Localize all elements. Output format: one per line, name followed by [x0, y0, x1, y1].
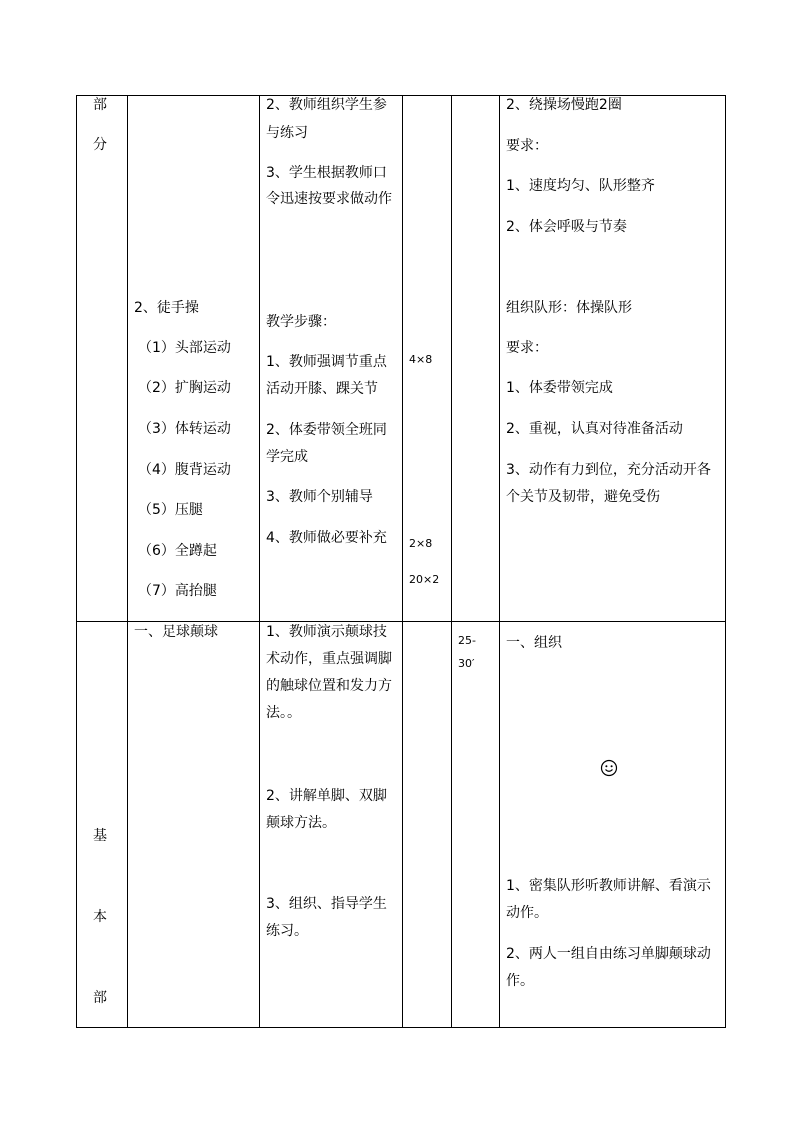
section-label-char: 部	[93, 97, 107, 113]
table-top-border	[76, 95, 726, 96]
teacher-text: 4、教师做必要补充	[266, 530, 387, 546]
section-label-char: 部	[93, 990, 107, 1006]
org-text: 组织队形：体操队形	[506, 300, 632, 316]
org-text: 作。	[506, 973, 534, 989]
time-value: 30′	[458, 657, 475, 670]
amount-value: 20×2	[409, 573, 440, 586]
content-sub-item: （7）高抬腿	[138, 583, 217, 599]
teacher-text: 3、学生根据教师口	[266, 165, 387, 181]
teacher-text: 颠球方法。	[266, 815, 336, 831]
content-sub-item: （1）头部运动	[138, 340, 231, 356]
column-line	[725, 95, 726, 1028]
column-line	[402, 95, 403, 1028]
org-text: 2、体会呼吸与节奏	[506, 219, 627, 235]
teacher-text: 术动作，重点强调脚	[266, 651, 392, 667]
content-sub-item: （2）扩胸运动	[138, 380, 231, 396]
column-line	[259, 95, 260, 1028]
teacher-text: 1、教师演示颠球技	[266, 624, 387, 640]
teacher-text: 2、教师组织学生参	[266, 97, 387, 113]
org-text: 动作。	[506, 905, 548, 921]
content-item: 2、徒手操	[134, 300, 199, 316]
column-line	[127, 95, 128, 1028]
org-text: 2、重视，认真对待准备活动	[506, 421, 683, 437]
org-text: 1、速度均匀、队形整齐	[506, 178, 655, 194]
teacher-text: 学完成	[266, 449, 308, 465]
org-text: 1、密集队形听教师讲解、看演示	[506, 878, 711, 894]
column-line	[451, 95, 452, 1028]
content-sub-item: （3）体转运动	[138, 421, 231, 437]
org-text: 2、两人一组自由练习单脚颠球动	[506, 946, 711, 962]
column-line	[76, 95, 77, 1028]
content-sub-item: （5）压腿	[138, 502, 203, 518]
content-sub-item: （4）腹背运动	[138, 462, 231, 478]
teacher-text: 与练习	[266, 125, 308, 141]
amount-value: 2×8	[409, 537, 433, 550]
teacher-text: 法。。	[266, 705, 301, 721]
row-divider	[76, 621, 726, 622]
teaching-steps-title: 教学步骤：	[266, 314, 336, 330]
org-text: 要求：	[506, 340, 548, 356]
teacher-text: 的触球位置和发力方	[266, 678, 392, 694]
org-text: 要求：	[506, 138, 548, 154]
org-text: 2、绕操场慢跑2圈	[506, 97, 622, 113]
teacher-text: 3、组织、指导学生	[266, 896, 387, 912]
teacher-text: 1、教师强调节重点	[266, 354, 387, 370]
org-text: 一、组织	[506, 635, 562, 651]
time-value: 25-	[458, 634, 476, 647]
section-label-char: 基	[93, 828, 107, 844]
teacher-text: 2、讲解单脚、双脚	[266, 788, 387, 804]
amount-value: 4×8	[409, 353, 433, 366]
teacher-text: 2、体委带领全班同	[266, 422, 387, 438]
org-text: 1、体委带领完成	[506, 380, 613, 396]
org-text: 3、动作有力到位，充分活动开各	[506, 462, 711, 478]
content-sub-item: （6）全蹲起	[138, 543, 217, 559]
column-line	[499, 95, 500, 1028]
content-item: 一、足球颠球	[134, 624, 218, 640]
table-bottom-border	[76, 1027, 726, 1028]
org-text: 个关节及韧带，避免受伤	[506, 489, 660, 505]
section-label-char: 本	[93, 909, 107, 925]
teacher-text: 练习。	[266, 923, 308, 939]
teacher-text: 令迅速按要求做动作	[266, 191, 392, 207]
section-label-char: 分	[93, 137, 107, 153]
teacher-text: 活动开膝、踝关节	[266, 381, 378, 397]
teacher-text: 3、教师个别辅导	[266, 489, 373, 505]
smiley-icon	[600, 759, 618, 777]
